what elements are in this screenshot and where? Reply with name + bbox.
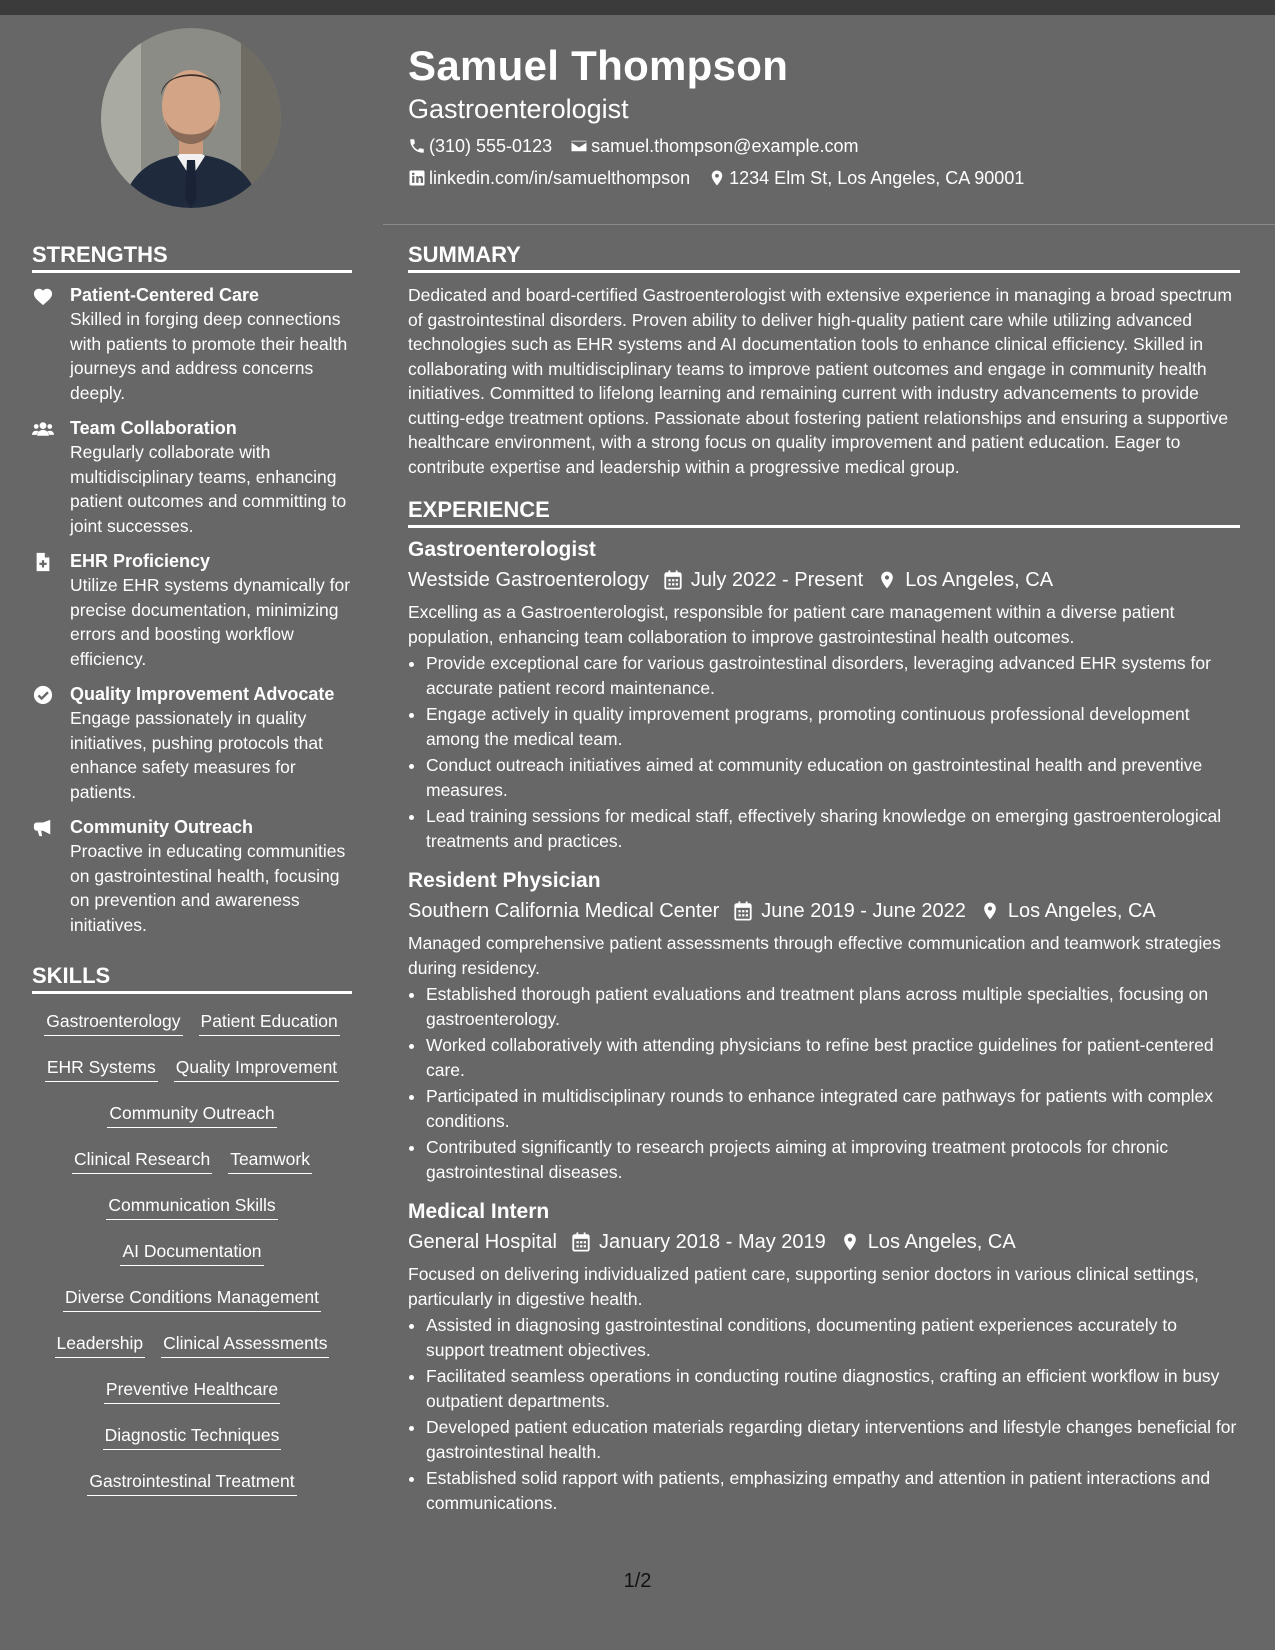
job-bullet: • Developed patient education materials regarding dietary interventions and lifestyle changes beneficial for gastrointestinal health. bbox=[426, 1415, 1240, 1464]
email-text: samuel.thompson@example.com bbox=[591, 136, 859, 156]
job-entry bbox=[408, 867, 1240, 1184]
job-description: Focused on delivering individualized patient care, supporting senior doctors in various clinical settings, particularly in digestive health. bbox=[408, 1264, 1199, 1309]
skill-tag: Diagnostic Techniques bbox=[103, 1422, 282, 1450]
candidate-title: Gastroenterologist bbox=[408, 94, 629, 124]
map-pin-icon bbox=[980, 901, 1000, 921]
strength-item bbox=[32, 283, 352, 405]
contact-row-2 bbox=[408, 166, 1248, 190]
job-location: Los Angeles, CA bbox=[867, 1231, 1016, 1253]
skill-tag: Clinical Research bbox=[72, 1146, 212, 1174]
skill-tag: Leadership bbox=[55, 1330, 146, 1358]
job-location-wrap bbox=[877, 566, 1053, 594]
linkedin-contact[interactable] bbox=[408, 166, 690, 190]
job-description: Excelling as a Gastroenterologist, responsible for patient care management within a diverse patient population, enhancing team collaboration to improve gastrointestinal health outcomes. bbox=[408, 602, 1175, 647]
skill-tag: EHR Systems bbox=[45, 1054, 158, 1082]
job-bullet: • Provide exceptional care for various gastrointestinal disorders, leveraging advanced EHR systems for accurate patient record maintenance. bbox=[426, 651, 1240, 700]
phone-contact bbox=[408, 134, 552, 158]
header-divider bbox=[383, 224, 1275, 225]
job-entry bbox=[408, 536, 1240, 853]
job-bullet: • Lead training sessions for medical staff, effectively sharing knowledge on emerging gastroenterological treatments and practices. bbox=[426, 804, 1240, 853]
heart-icon bbox=[32, 286, 54, 306]
email-contact[interactable] bbox=[570, 134, 858, 158]
job-bullet: • Contributed significantly to research projects aiming at improving treatment protocols for chronic gastrointestinal diseases. bbox=[426, 1135, 1240, 1184]
calendar-icon bbox=[733, 901, 753, 921]
strength-name: Community Outreach bbox=[70, 817, 254, 837]
summary-heading: SUMMARY bbox=[408, 240, 1240, 273]
calendar-icon bbox=[663, 570, 683, 590]
map-pin-icon bbox=[877, 570, 897, 590]
skill-tag: Clinical Assessments bbox=[161, 1330, 329, 1358]
address-contact bbox=[708, 166, 1024, 190]
job-bullets bbox=[408, 982, 1240, 1184]
skill-tag: Preventive Healthcare bbox=[104, 1376, 280, 1404]
job-bullet: • Established solid rapport with patients, emphasizing empathy and attention in patient interactions and communications. bbox=[426, 1466, 1240, 1515]
strength-desc: Proactive in educating communities on gastrointestinal health, focusing on prevention and awareness initiatives. bbox=[70, 841, 346, 935]
page-number: 1/2 bbox=[623, 1570, 652, 1592]
strength-item bbox=[32, 682, 352, 804]
profile-photo-image bbox=[101, 28, 281, 208]
job-bullet: • Facilitated seamless operations in conducting routine diagnostics, crafting an efficient workflow in busy outpatient departments. bbox=[426, 1364, 1240, 1413]
map-pin-icon bbox=[708, 169, 726, 187]
experience-heading: EXPERIENCE bbox=[408, 495, 1240, 528]
linkedin-text: linkedin.com/in/samuelthompson bbox=[429, 168, 691, 188]
profile-photo bbox=[101, 28, 281, 208]
skill-tag: AI Documentation bbox=[120, 1238, 263, 1266]
job-meta bbox=[408, 566, 1240, 594]
resume-header bbox=[408, 40, 1248, 190]
job-title: Medical Intern bbox=[408, 1200, 550, 1223]
strength-name: EHR Proficiency bbox=[70, 551, 211, 571]
skill-tag: Gastroenterology bbox=[44, 1008, 182, 1036]
map-pin-icon bbox=[840, 1232, 860, 1252]
strengths-list bbox=[32, 283, 352, 937]
strength-desc: Regularly collaborate with multidisciplinary teams, enhancing patient outcomes and committing to joint successes. bbox=[70, 442, 347, 536]
skills-heading: SKILLS bbox=[32, 961, 352, 994]
skill-tag: Communication Skills bbox=[106, 1192, 277, 1220]
job-meta bbox=[408, 897, 1240, 925]
check-circle-icon bbox=[32, 685, 54, 705]
phone-icon bbox=[408, 137, 426, 155]
strengths-heading: STRENGTHS bbox=[32, 240, 352, 273]
phone-text: (310) 555-0123 bbox=[429, 136, 553, 156]
job-dates-wrap bbox=[733, 897, 966, 925]
right-column bbox=[408, 240, 1240, 1517]
job-company: Southern California Medical Center bbox=[408, 900, 720, 922]
skill-tag: Teamwork bbox=[228, 1146, 312, 1174]
job-company: General Hospital bbox=[408, 1231, 557, 1253]
job-bullet: • Participated in multidisciplinary rounds to enhance integrated care pathways for patients with complex conditions. bbox=[426, 1084, 1240, 1133]
skill-tag: Patient Education bbox=[199, 1008, 340, 1036]
job-bullet: • Engage actively in quality improvement programs, promoting continuous professional development among the medical team. bbox=[426, 702, 1240, 751]
strength-item bbox=[32, 815, 352, 937]
contact-row-1 bbox=[408, 134, 1248, 158]
strength-item bbox=[32, 416, 352, 538]
job-title: Gastroenterologist bbox=[408, 538, 596, 561]
bullhorn-icon bbox=[32, 818, 54, 838]
skill-tag: Quality Improvement bbox=[174, 1054, 339, 1082]
job-location-wrap bbox=[840, 1228, 1016, 1256]
skills-list bbox=[32, 1008, 352, 1514]
address-text: 1234 Elm St, Los Angeles, CA 90001 bbox=[729, 168, 1025, 188]
skill-tag: Gastrointestinal Treatment bbox=[87, 1468, 296, 1496]
job-dates: January 2018 - May 2019 bbox=[598, 1231, 826, 1253]
job-bullets bbox=[408, 651, 1240, 853]
job-location: Los Angeles, CA bbox=[905, 569, 1054, 591]
strength-desc: Utilize EHR systems dynamically for precise documentation, minimizing errors and boosting workflow efficiency. bbox=[70, 575, 351, 669]
job-dates: July 2022 - Present bbox=[690, 569, 864, 591]
job-dates: June 2019 - June 2022 bbox=[761, 900, 966, 922]
job-company: Westside Gastroenterology bbox=[408, 569, 649, 591]
left-column bbox=[32, 240, 352, 1514]
users-icon bbox=[32, 419, 54, 439]
calendar-icon bbox=[571, 1232, 591, 1252]
job-bullet: • Assisted in diagnosing gastrointestinal conditions, documenting patient experiences accurately to support treatment objectives. bbox=[426, 1313, 1240, 1362]
skill-tag: Community Outreach bbox=[107, 1100, 276, 1128]
job-bullet: • Conduct outreach initiatives aimed at community education on gastrointestinal health and preventive measures. bbox=[426, 753, 1240, 802]
job-title: Resident Physician bbox=[408, 869, 601, 892]
strength-name: Quality Improvement Advocate bbox=[70, 684, 335, 704]
job-location: Los Angeles, CA bbox=[1007, 900, 1156, 922]
job-bullets bbox=[408, 1313, 1240, 1515]
strength-name: Team Collaboration bbox=[70, 418, 237, 438]
linkedin-icon bbox=[408, 169, 426, 187]
strength-desc: Skilled in forging deep connections with patients to promote their health journeys and address concerns deeply. bbox=[70, 309, 348, 403]
skill-tag: Diverse Conditions Management bbox=[63, 1284, 321, 1312]
summary-text: Dedicated and board-certified Gastroenterologist with extensive experience in managing a broad spectrum of gastrointestinal disorders. Proven ability to deliver high-quality patient care while utilizing advanced technologies such as EHR systems and AI documentation tools to enhance clinical efficiency. Skilled in collaborating with multidisciplinary teams to improve patient outcomes and engage in community health initiatives. Committed to lifelong learning and remaining current with industry advancements to provide cutting-edge treatment options. Passionate about fostering patient relationships and ensuring a supportive healthcare environment, with a strong focus on quality improvement and patient education. Eager to contribute expertise and leadership within a progressive medical group. bbox=[408, 285, 1232, 477]
job-dates-wrap bbox=[571, 1228, 826, 1256]
strength-desc: Engage passionately in quality initiatives, pushing protocols that enhance safety measures for patients. bbox=[70, 708, 323, 802]
top-bar bbox=[0, 0, 1275, 15]
medical-file-icon bbox=[32, 552, 54, 572]
job-dates-wrap bbox=[663, 566, 863, 594]
job-bullet: • Established thorough patient evaluations and treatment plans across multiple specialties, focusing on gastroenterology. bbox=[426, 982, 1240, 1031]
job-description: Managed comprehensive patient assessments through effective communication and teamwork strategies during residency. bbox=[408, 933, 1221, 978]
candidate-name: Samuel Thompson bbox=[408, 42, 789, 89]
job-meta bbox=[408, 1228, 1240, 1256]
envelope-icon bbox=[570, 137, 588, 155]
strength-item bbox=[32, 549, 352, 671]
job-bullet: • Worked collaboratively with attending physicians to refine best practice guidelines for patient-centered care. bbox=[426, 1033, 1240, 1082]
job-entry bbox=[408, 1198, 1240, 1515]
strength-name: Patient-Centered Care bbox=[70, 285, 260, 305]
job-location-wrap bbox=[980, 897, 1156, 925]
